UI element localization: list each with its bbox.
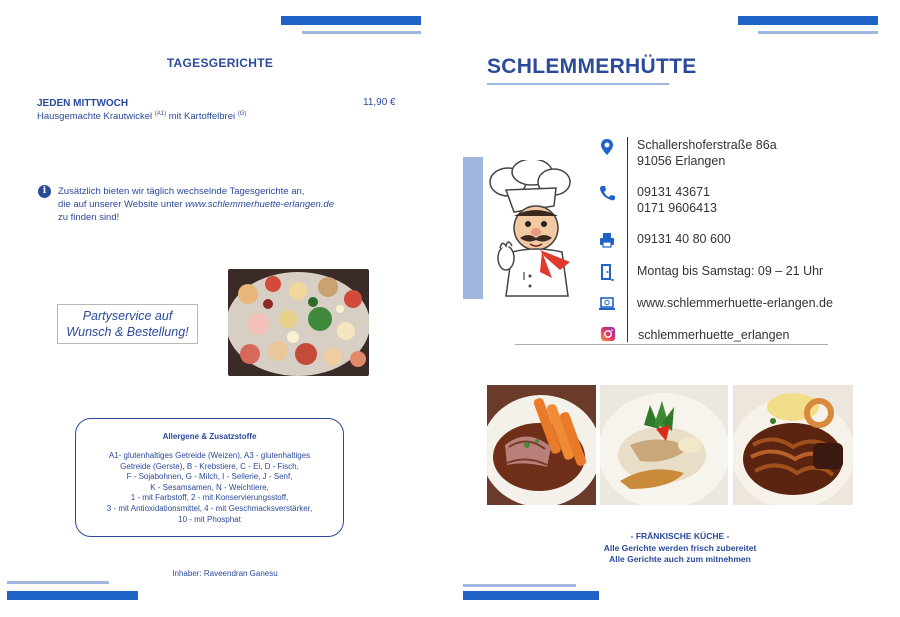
special-price: 11,90 € <box>363 97 396 108</box>
laptop-icon <box>598 295 616 313</box>
mobile-number[interactable]: 0171 9606413 <box>637 201 717 215</box>
bottom-right-thin-bar <box>463 584 576 587</box>
allergen-line: K - Sesamsamen, N - Weichtiere, <box>150 482 269 492</box>
door-icon <box>598 263 616 281</box>
allergen-line: 3 - mit Antioxidationsmittel, 4 - mit Geschmacksverstärker, <box>106 503 313 513</box>
info-icon: i <box>38 185 51 198</box>
info-line <box>58 198 398 211</box>
contact-divider <box>627 137 628 342</box>
special-desc-text: Hausgemachte Krautwickel <box>37 111 155 123</box>
location-pin-icon <box>598 138 616 156</box>
info-text <box>58 185 398 224</box>
instagram-icon <box>600 326 616 342</box>
fax-icon <box>598 231 616 249</box>
allergen-line: A1- glutenhaltiges Getreide (Weizen), A3 - glutenhaltiges <box>108 451 311 460</box>
footer-line: Alle Gerichte auch zum mitnehmen <box>609 554 751 564</box>
address-city: 91056 Erlangen <box>637 154 726 168</box>
instagram-handle[interactable]: schlemmerhuette_erlangen <box>638 328 790 342</box>
dish-photo-roast <box>733 385 853 505</box>
opening-hours: Montag bis Samstag: 09 – 21 Uhr <box>637 264 824 278</box>
bottom-left-bar <box>7 591 138 600</box>
allergen-code: (G) <box>237 111 247 117</box>
party-platter-photo <box>228 269 369 376</box>
restaurant-title: SCHLEMMERHÜTTE <box>487 55 697 78</box>
dish-photo-fish <box>600 385 728 505</box>
allergen-line: F - Sojabohnen, G - Milch, I - Sellerie, J - Senf, <box>126 472 293 482</box>
info-line: zu finden sind! <box>58 212 120 223</box>
top-left-bar <box>281 16 421 25</box>
allergen-line: 10 - mit Phosphat <box>178 514 241 524</box>
kitchen-footer <box>560 531 800 566</box>
special-description <box>37 111 246 122</box>
party-line: Partyservice auf <box>82 309 173 323</box>
footer-headline: - FRÄNKISCHE KÜCHE - <box>630 531 730 541</box>
address-street: Schallershoferstraße 86a <box>637 138 777 152</box>
allergen-list <box>76 451 343 525</box>
side-accent-bar <box>463 157 483 299</box>
partyservice-box <box>57 304 198 344</box>
info-line-text: die auf unserer Website unter <box>58 199 186 210</box>
owner-text: Inhaber: Raveendran Ganesu <box>172 569 278 578</box>
phone-icon <box>598 184 616 202</box>
fax-number: 09131 40 80 600 <box>637 232 731 246</box>
chef-illustration <box>484 160 584 300</box>
tagesgerichte-title: TAGESGERICHTE <box>166 56 274 70</box>
allergen-line: Getreide (Gerste), B - Krebstiere, C - Ei, D - Fisch, <box>120 461 299 471</box>
top-right-bar <box>738 16 878 25</box>
contact-bottom-line <box>515 344 828 345</box>
allergen-title: Allergene & Zusatzstoffe <box>162 432 257 441</box>
allergen-code: (A1) <box>154 111 167 117</box>
dish-photo-lamb <box>487 385 596 505</box>
top-left-thin-bar <box>302 31 421 34</box>
special-day: JEDEN MITTWOCH <box>37 98 129 109</box>
website-link[interactable]: www.schlemmerhuette-erlangen.de <box>185 199 334 210</box>
info-line: Zusätzlich bieten wir täglich wechselnde Tagesgerichte an, <box>58 186 305 197</box>
party-line: Wunsch & Bestellung! <box>66 325 189 339</box>
top-right-thin-bar <box>758 31 878 34</box>
website-link[interactable]: www.schlemmerhuette-erlangen.de <box>637 296 833 310</box>
special-desc-text: mit Kartoffelbrei <box>166 111 238 123</box>
allergen-box <box>75 418 344 537</box>
allergen-line: 1 - mit Farbstoff, 2 - mit Konservierungsstoff, <box>130 493 289 503</box>
title-underline <box>487 83 669 85</box>
bottom-left-thin-bar <box>7 581 109 584</box>
phone-number[interactable]: 09131 43671 <box>637 185 710 199</box>
footer-line: Alle Gerichte werden frisch zubereitet <box>603 542 757 553</box>
bottom-right-bar <box>463 591 599 600</box>
